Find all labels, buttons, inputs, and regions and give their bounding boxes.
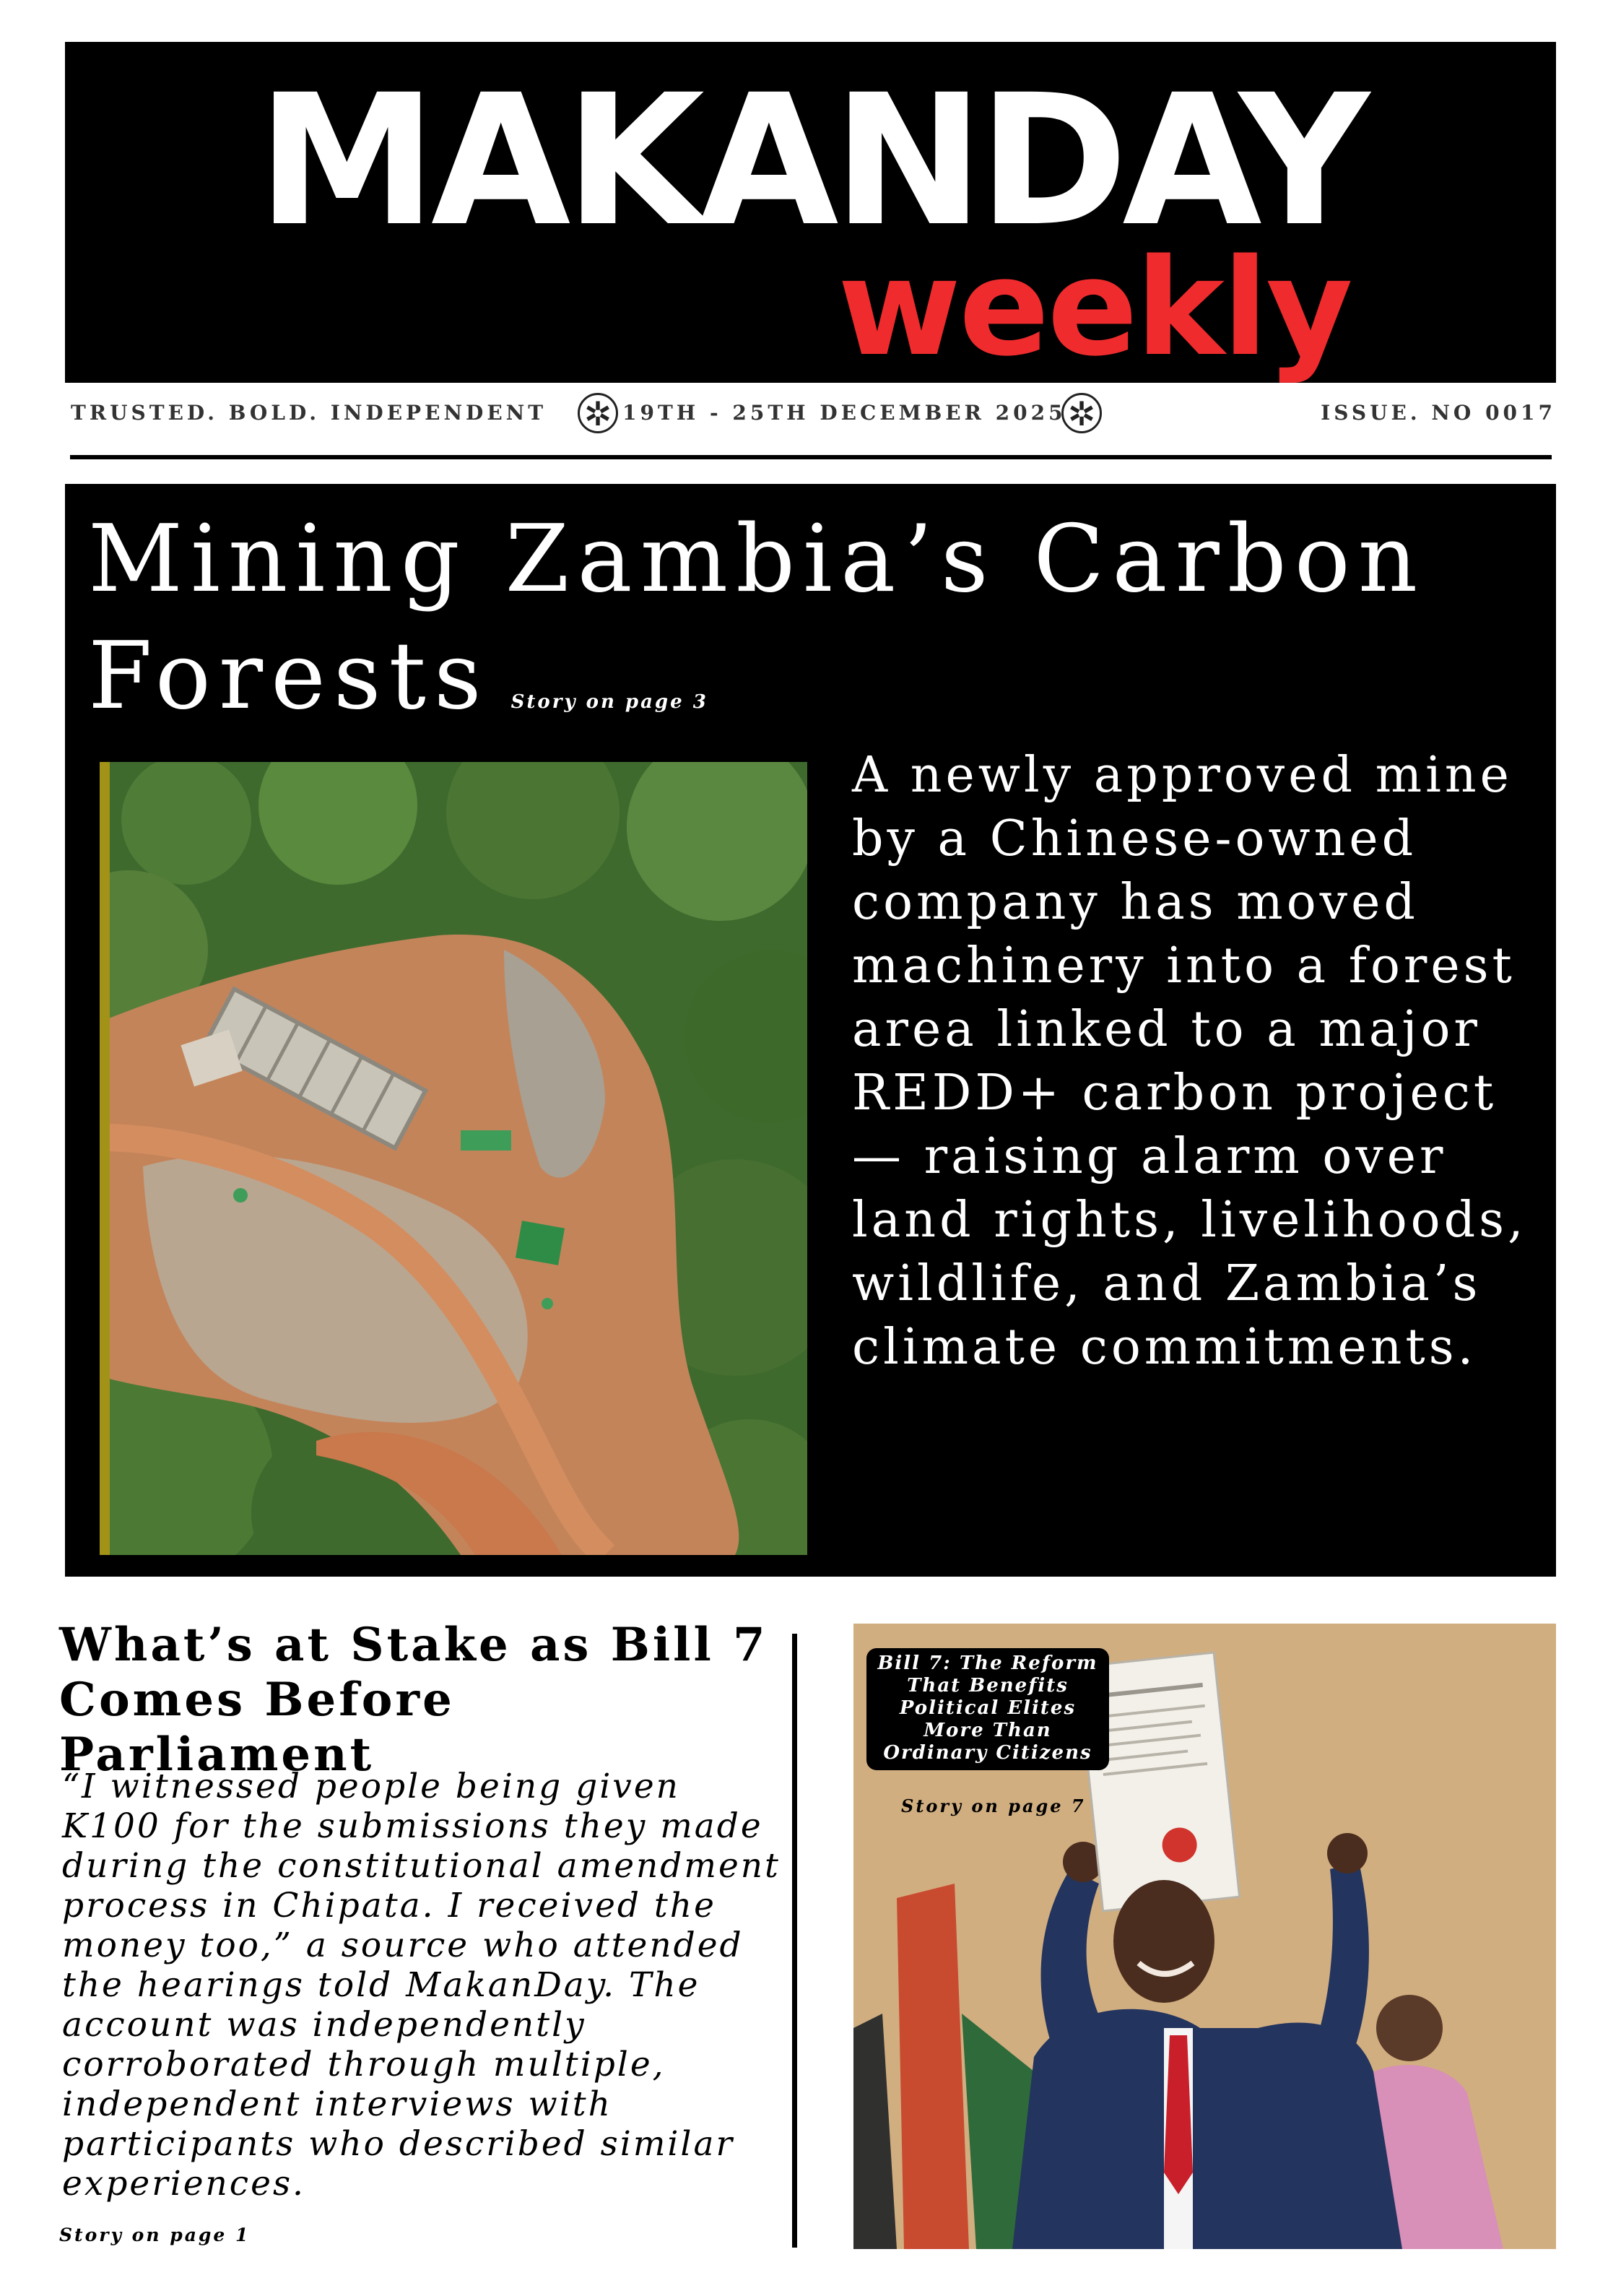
column-divider <box>792 1634 797 2248</box>
issue-date: 19TH - 25TH DECEMBER 2025 <box>622 401 1066 425</box>
bill7-page-pointer: Story on page 1 <box>59 2224 251 2245</box>
asterisk-icon: ✲ <box>578 393 618 433</box>
bill7-excerpt: “I witnessed people being given K100 for the submissions they made during the constitutional amendment process in Chipata. I received the money too,” a source who attended the hearings told MakanDay. The account was independently corroborated through multiple, independent interviews with participants who described similar experiences. <box>62 1767 781 2204</box>
asterisk-icon: ✲ <box>1061 393 1102 433</box>
lead-headline <box>88 501 1547 761</box>
bill7-headline: What’s at Stake as Bill 7 Comes Before Parliament <box>59 1618 768 1782</box>
masthead <box>65 42 1556 386</box>
tagline: TRUSTED. BOLD. INDEPENDENT <box>71 401 547 425</box>
lead-story <box>65 484 1556 1577</box>
lead-page-pointer: Story on page 3 <box>510 691 708 713</box>
bill7-caption: Bill 7: The Reform That Benefits Political Elites More Than Ordinary Citizens <box>866 1648 1109 1770</box>
header-divider <box>70 455 1552 459</box>
bill7-photo-page-pointer: Story on page 7 <box>901 1795 1086 1816</box>
lead-headline-text: Mining Zambia’s Carbon Forests <box>88 506 1426 730</box>
masthead-subtitle: weekly <box>838 230 1351 386</box>
issue-number: ISSUE. NO 0017 <box>1321 401 1556 425</box>
masthead-title: MAKANDAY <box>257 56 1364 266</box>
mine-aerial-photo <box>100 762 807 1555</box>
lead-summary: A newly approved mine by a Chinese-owned company has moved machinery into a forest area linked to a major REDD+ carbon project — raising alarm over land rights, livelihoods, wildlife, and Zambia’s climate commitments. <box>852 747 1527 1376</box>
